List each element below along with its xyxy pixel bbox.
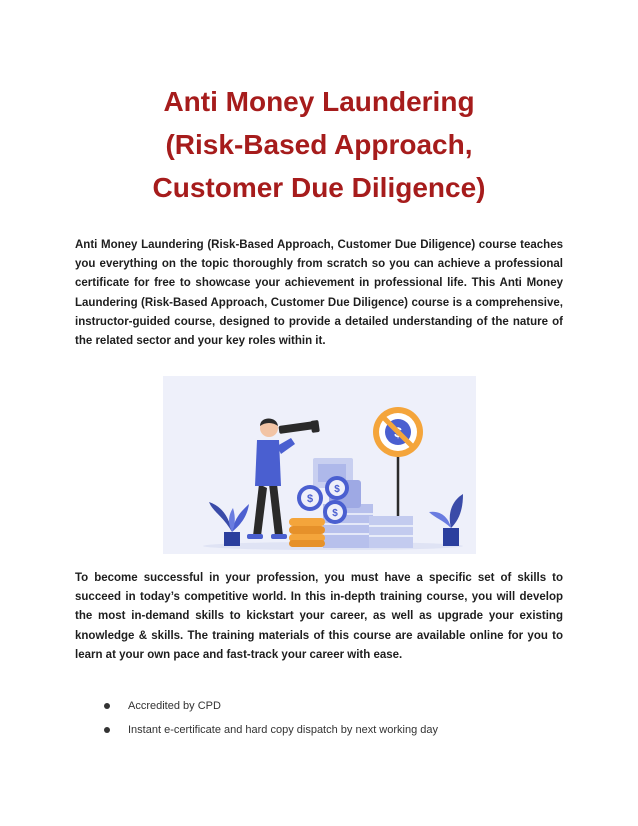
intro-paragraph: Anti Money Laundering (Risk-Based Approach, Customer Due Diligence) course teaches you everything on the topic thoroughly from scratch so you can achieve a professional certificate for free to showcase your achievement in professional life. This Anti Money Laundering (Risk-Based Approach, Customer Due Diligence) course is a comprehensive, instructor-guided course, designed to provide a detailed understanding of the nature of the related sector and your key roles within it. xyxy=(75,239,563,348)
list-item-text: Accredited by CPD xyxy=(128,700,221,712)
course-illustration xyxy=(163,376,476,554)
dollar-coin-icon xyxy=(297,485,323,511)
title-line-1: Anti Money Laundering xyxy=(163,86,475,117)
page-title xyxy=(60,80,578,209)
title-line-3: Customer Due Diligence) xyxy=(152,172,486,203)
gold-coin-stack xyxy=(289,518,325,547)
dollar-coin-icon xyxy=(323,500,347,524)
list-item xyxy=(104,694,438,718)
list-item-text: Instant e-certificate and hard copy dispatch by next working day xyxy=(128,724,439,736)
title-line-2: (Risk-Based Approach, xyxy=(165,129,473,160)
body-paragraph: To become successful in your profession, you must have a specific set of skills to succeed in today’s competitive world. In this in-depth training course, you will develop the most in-demand skills to kickstart your career, as well as upgrade your existing knowledge & skills. The training materials of this course are available online for you to learn at your own pace and fast-track your career with ease. xyxy=(75,572,563,661)
bullet-icon xyxy=(104,727,110,733)
svg-text:$: $ xyxy=(332,508,338,519)
bullet-icon xyxy=(104,703,110,709)
svg-text:$: $ xyxy=(334,484,340,495)
list-item xyxy=(104,718,438,742)
svg-text:$: $ xyxy=(306,493,314,505)
dollar-coin-icon xyxy=(325,476,349,500)
feature-list xyxy=(104,694,438,742)
